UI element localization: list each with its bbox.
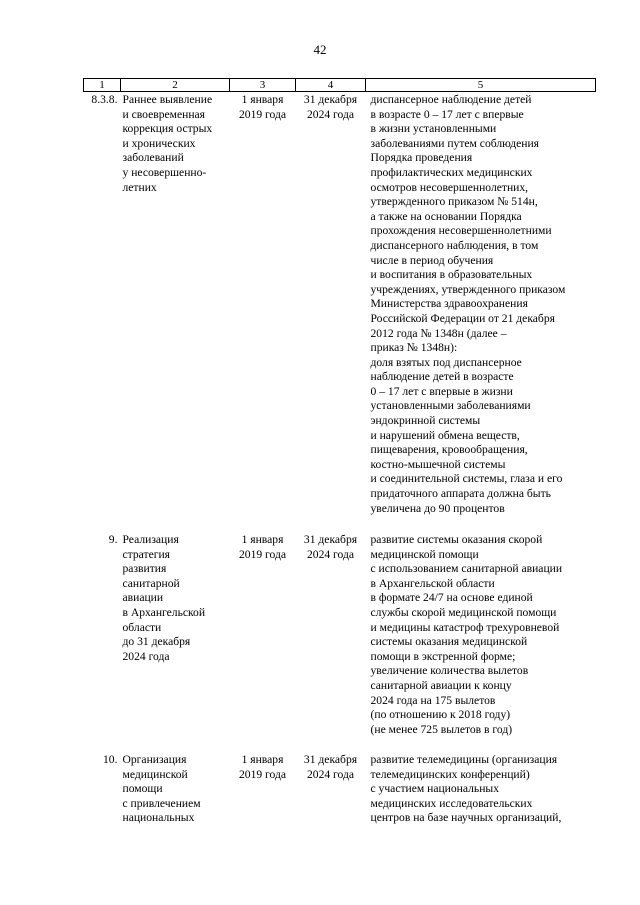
text-line: телемедицинских конференций) xyxy=(370,767,530,781)
text-line: 2019 года xyxy=(238,547,287,561)
text-line: а также на основании Порядка xyxy=(370,209,522,223)
text-line: 1 января xyxy=(241,533,284,546)
text-line: санитарной xyxy=(122,576,180,590)
text-line: развитие телемедицины (организация xyxy=(370,753,558,766)
text-line: Порядка проведения xyxy=(370,151,473,165)
text-line: с участием национальных xyxy=(370,782,499,796)
text-line: Российской Федерации от 21 декабря xyxy=(370,311,555,325)
text-line: национальных xyxy=(122,811,195,825)
text-line: санитарной авиации к концу xyxy=(370,678,512,692)
text-line: 2024 года xyxy=(122,649,170,663)
text-line: 2024 года xyxy=(306,547,355,561)
item-description xyxy=(366,533,596,753)
text-line: до 31 декабря xyxy=(122,635,191,649)
end-date xyxy=(296,533,366,753)
text-line: и нарушений обмена веществ, xyxy=(370,428,520,442)
text-line: 0 – 17 лет с впервые в жизни xyxy=(370,384,513,398)
text-line: помощи в экстренной форме; xyxy=(370,649,516,663)
text-line: (не менее 725 вылетов в год) xyxy=(370,722,513,736)
item-name xyxy=(121,533,230,753)
text-line: в формате 24/7 на основе единой xyxy=(370,591,533,605)
text-line: и хронических xyxy=(122,136,196,150)
text-line: утвержденного приказом № 514н, xyxy=(370,195,538,209)
measures-table xyxy=(83,78,596,843)
text-line: медицинской xyxy=(122,767,188,781)
text-line: увеличена до 90 процентов xyxy=(370,501,505,515)
text-line: 1 января xyxy=(241,93,284,106)
item-name xyxy=(121,753,230,843)
column-number-3: 3 xyxy=(230,79,296,92)
text-line: области xyxy=(122,620,162,634)
text-line: установленными заболеваниями xyxy=(370,399,531,413)
text-line: костно-мышечной системы xyxy=(370,457,506,471)
item-number: 8.3.8. xyxy=(91,93,118,106)
text-line: авиации xyxy=(122,591,164,605)
text-line: приказ № 1348н): xyxy=(370,341,458,355)
text-line: 2024 года на 175 вылетов xyxy=(370,693,496,707)
text-line: заболеваниями путем соблюдения xyxy=(370,136,539,150)
start-date xyxy=(230,92,296,534)
table-row xyxy=(84,533,596,753)
text-line: в жизни установленными xyxy=(370,122,497,136)
text-line: 2012 года № 1348н (далее – xyxy=(370,326,507,340)
text-line: системы оказания медицинской xyxy=(370,635,528,649)
end-date xyxy=(296,92,366,534)
text-line: 31 декабря xyxy=(303,753,358,766)
text-line: развитие системы оказания скорой xyxy=(370,533,543,546)
text-line: и воспитания в образовательных xyxy=(370,268,533,282)
text-line: медицинских исследовательских xyxy=(370,796,533,810)
text-line: учреждениях, утвержденного приказом xyxy=(370,282,566,296)
end-date xyxy=(296,753,366,843)
column-number-5: 5 xyxy=(366,79,596,92)
text-line: 2024 года xyxy=(306,107,355,121)
text-line: (по отношению к 2018 году) xyxy=(370,708,511,722)
item-description xyxy=(366,92,596,534)
start-date xyxy=(230,533,296,753)
text-line: 2019 года xyxy=(238,767,287,781)
text-line: коррекция острых xyxy=(122,122,213,136)
text-line: и своевременная xyxy=(122,107,206,121)
text-line: в Архангельской области xyxy=(370,576,495,590)
column-number-header-row xyxy=(84,79,596,92)
text-line: диспансерного наблюдения, в том xyxy=(370,238,539,252)
text-line: увеличение количества вылетов xyxy=(370,664,529,678)
text-line: 2024 года xyxy=(306,767,355,781)
item-number: 10. xyxy=(103,753,118,766)
text-line: числе в период обучения xyxy=(370,253,494,267)
text-line: Реализация xyxy=(122,533,179,546)
column-number-4: 4 xyxy=(296,79,366,92)
text-line: заболеваний xyxy=(122,151,184,165)
text-line: центров на базе научных организаций, xyxy=(370,811,562,825)
text-line: стратегия xyxy=(122,547,171,561)
text-line: летних xyxy=(122,180,157,194)
text-line: Министерства здравоохранения xyxy=(370,297,528,311)
text-line: прохождения несовершеннолетними xyxy=(370,224,552,238)
text-line: пищеварения, кровообращения, xyxy=(370,443,528,457)
page-number: 42 xyxy=(313,42,327,57)
text-line: и соединительной системы, глаза и его xyxy=(370,472,563,486)
text-line: диспансерное наблюдение детей xyxy=(370,93,532,106)
item-description xyxy=(366,753,596,843)
text-line: службы скорой медицинской помощи xyxy=(370,605,557,619)
text-line: в Архангельской xyxy=(122,605,206,619)
text-line: профилактических медицинских xyxy=(370,165,533,179)
text-line: 31 декабря xyxy=(303,93,358,106)
text-line: осмотров несовершеннолетних, xyxy=(370,180,529,194)
text-line: у несовершенно- xyxy=(122,165,207,179)
text-line: 2019 года xyxy=(238,107,287,121)
text-line: придаточного аппарата должна быть xyxy=(370,487,551,501)
text-line: Раннее выявление xyxy=(122,93,213,106)
text-line: развития xyxy=(122,562,167,576)
text-line: с использованием санитарной авиации xyxy=(370,562,563,576)
text-line: и медицины катастроф трехуровневой xyxy=(370,620,560,634)
table-row xyxy=(84,92,596,534)
text-line: доля взятых под диспансерное xyxy=(370,355,522,369)
text-line: медицинской помощи xyxy=(370,547,479,561)
text-line: помощи xyxy=(122,782,163,796)
item-number: 9. xyxy=(108,533,118,546)
text-line: Организация xyxy=(122,753,187,766)
item-name xyxy=(121,92,230,534)
column-number-2: 2 xyxy=(121,79,230,92)
text-line: 31 декабря xyxy=(303,533,358,546)
table-row xyxy=(84,753,596,843)
start-date xyxy=(230,753,296,843)
text-line: наблюдение детей в возрасте xyxy=(370,370,514,384)
text-line: с привлечением xyxy=(122,796,201,810)
text-line: 1 января xyxy=(241,753,284,766)
text-line: эндокринной системы xyxy=(370,414,481,428)
text-line: в возрасте 0 – 17 лет с впервые xyxy=(370,107,524,121)
column-number-1: 1 xyxy=(84,79,121,92)
